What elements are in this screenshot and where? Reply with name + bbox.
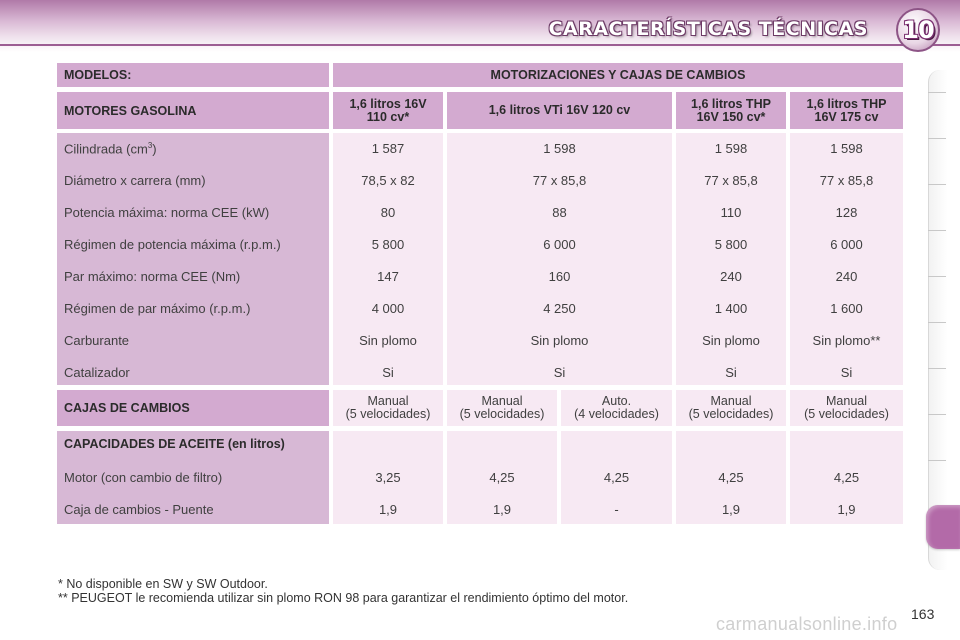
spec-label: Cilindrada $(cm^3)$ xyxy=(64,141,157,157)
gearbox-speeds: (5 velocidades) xyxy=(345,407,431,421)
chapter-tab-strip xyxy=(928,70,960,570)
spec-value: Si xyxy=(382,365,394,380)
gearbox-cell xyxy=(333,390,443,426)
oil-value: 1,9 xyxy=(837,502,856,517)
page-number: 163 xyxy=(911,606,935,622)
spec-value: Si xyxy=(553,365,566,380)
oil-value: 4,25 xyxy=(833,470,860,485)
footnote: * No disponible en SW y SW Outdoor. xyxy=(58,577,268,591)
tab-marker xyxy=(928,230,946,231)
gearbox-cell xyxy=(447,390,557,426)
tab-marker xyxy=(928,184,946,185)
spec-value: 6 000 xyxy=(830,237,863,252)
spec-value: 78,5 x 82 xyxy=(361,173,415,188)
gearbox-type: Auto. xyxy=(601,394,632,408)
spec-value: Si xyxy=(840,365,853,380)
spec-value: Sin plomo xyxy=(530,333,589,348)
tab-marker xyxy=(928,368,946,369)
tab-marker xyxy=(928,138,946,139)
gearbox-type: Manual xyxy=(481,394,523,408)
spec-label: Diámetro x carrera (mm) xyxy=(64,173,206,188)
header-divider xyxy=(0,44,960,46)
spec-value: 6 000 xyxy=(543,237,576,252)
spec-value: 1 598 xyxy=(543,141,576,156)
spec-value: 1 587 xyxy=(371,141,405,156)
oil-heading: CAPACIDADES DE ACEITE (en litros) xyxy=(64,437,285,451)
gearbox-cell xyxy=(790,390,903,426)
gearbox-speeds: (5 velocidades) xyxy=(688,407,774,421)
spec-value: 1 600 xyxy=(830,301,863,316)
gearbox-cell xyxy=(676,390,786,426)
engine-name: 1,6 litros THP 16V 175 cv xyxy=(806,96,887,124)
oil-value: 3,25 xyxy=(375,470,401,485)
gearbox-label-cell xyxy=(57,390,329,426)
spec-value: Si xyxy=(725,365,737,380)
spec-value: Sin plomo xyxy=(702,333,760,348)
oil-value: 1,9 xyxy=(721,502,741,517)
spec-value: 5 800 xyxy=(371,237,405,252)
spec-value: 1 400 xyxy=(714,301,748,316)
models-span-cell xyxy=(333,63,903,87)
spec-value: 4 250 xyxy=(543,301,576,316)
spec-value: 5 800 xyxy=(714,237,748,252)
tab-marker xyxy=(928,92,946,93)
spec-value: 1 598 xyxy=(830,141,863,156)
spec-value: 80 xyxy=(380,205,396,220)
oil-value: 4,25 xyxy=(489,470,515,485)
spec-value: 160 xyxy=(548,269,571,284)
oil-value: 1,9 xyxy=(378,502,398,517)
page-title: CARACTERÍSTICAS TÉCNICAS xyxy=(548,18,868,40)
chapter-number: 10 xyxy=(902,16,934,44)
models-span-heading: MOTORIZACIONES Y CAJAS DE CAMBIOS xyxy=(490,67,746,82)
spec-value: 77 x 85,8 xyxy=(704,173,758,188)
oil-value: - xyxy=(614,502,619,517)
spec-value: 240 xyxy=(835,269,858,284)
oil-value: 4,25 xyxy=(718,470,744,485)
spec-value: 88 xyxy=(552,205,567,220)
models-label-cell xyxy=(57,63,329,87)
gearbox-speeds: (5 velocidades) xyxy=(459,407,545,421)
engines-label-cell xyxy=(57,92,329,129)
engine-column-header xyxy=(676,92,786,129)
engine-name: 1,6 litros THP 16V 150 cv* xyxy=(691,96,771,124)
spec-label: Carburante xyxy=(64,333,130,348)
spec-value: 147 xyxy=(377,269,399,284)
engine-column-header xyxy=(333,92,443,129)
engine-name: 1,6 litros VTi 16V 120 cv xyxy=(488,103,631,117)
gearbox-speeds: (4 velocidades) xyxy=(574,407,659,421)
engine-name: 1,6 litros 16V 110 cv* xyxy=(349,96,427,124)
oil-value: 4,25 xyxy=(603,470,630,485)
spec-value: 1 598 xyxy=(714,141,748,156)
models-label: MODELOS: xyxy=(64,68,132,82)
spec-label: Régimen de par máximo (r.p.m.) xyxy=(64,301,251,316)
spec-value: Sin plomo xyxy=(359,333,417,348)
tab-marker xyxy=(928,322,946,323)
spec-value: Sin plomo** xyxy=(812,333,881,348)
spec-label: Catalizador xyxy=(64,365,130,380)
gearbox-type: Manual xyxy=(710,394,752,408)
gearbox-type: Manual xyxy=(826,394,867,408)
spec-value: 77 x 85,8 xyxy=(819,173,874,188)
gearbox-speeds: (5 velocidades) xyxy=(804,407,889,421)
engine-column-header xyxy=(447,92,672,129)
spec-value: 110 xyxy=(720,205,742,220)
tab-marker xyxy=(928,414,946,415)
engines-label: MOTORES GASOLINA xyxy=(64,103,197,118)
spec-label: Par máximo: norma CEE (Nm) xyxy=(64,269,241,284)
oil-row-label: Motor (con cambio de filtro) xyxy=(64,470,223,485)
engine-column-header xyxy=(790,92,903,129)
watermark: carmanualsonline.info xyxy=(716,614,898,634)
gearbox-type: Manual xyxy=(367,394,409,408)
tab-marker xyxy=(928,460,946,461)
spec-value: 128 xyxy=(835,205,858,220)
tab-marker xyxy=(928,276,946,277)
oil-value: 1,9 xyxy=(492,502,512,517)
spec-value: 77 x 85,8 xyxy=(532,173,587,188)
gearbox-cell xyxy=(561,390,672,426)
chapter-badge xyxy=(896,8,940,52)
gearbox-label: CAJAS DE CAMBIOS xyxy=(64,401,190,415)
oil-row-label: Caja de cambios - Puente xyxy=(64,502,214,517)
footnote: ** PEUGEOT le recomienda utilizar sin plomo RON 98 para garantizar el rendimiento óptimo del motor. xyxy=(58,591,629,605)
spec-value: 4 000 xyxy=(371,301,405,316)
spec-value: 240 xyxy=(720,269,742,284)
spec-label: Potencia máxima: norma CEE (kW) xyxy=(64,205,270,220)
spec-label: Régimen de potencia máxima (r.p.m.) xyxy=(64,237,281,252)
chapter-tab-active[interactable] xyxy=(926,505,960,549)
